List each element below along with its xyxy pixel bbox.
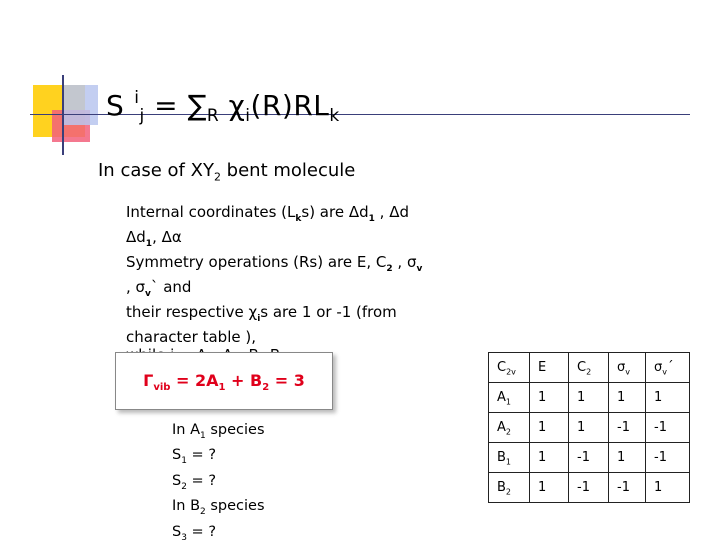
table-cell: -1 [646, 443, 690, 473]
gamma-vib-equation: $\Gamma_{vib} = 2A_1 + B_2 = 3$ [143, 371, 305, 394]
table-row [489, 443, 690, 473]
table-cell: 1 [530, 383, 569, 413]
table-cell: $A_1$ [489, 383, 530, 413]
table-cell: 1 [569, 413, 609, 443]
slide-title: S $^i_j = \sum_R$ $\chi_i(R)RL_k$ [106, 88, 340, 126]
table-cell: -1 [569, 443, 609, 473]
table-header-cell: $\sigma_v$ [609, 353, 646, 383]
character-table [488, 352, 690, 503]
table-cell: 1 [569, 383, 609, 413]
table-cell: 1 [646, 383, 690, 413]
table-cell: -1 [569, 473, 609, 503]
table-row [489, 413, 690, 443]
decor-vertical-line [62, 75, 64, 155]
table-cell: $B_1$ [489, 443, 530, 473]
gamma-vib-box [115, 352, 333, 410]
coords-line: their respective $\chi_is$ are 1 or -1 (from [126, 303, 397, 324]
table-header-cell: $\sigma_v´$ [646, 353, 690, 383]
coords-line: Internal coordinates $(L_ks)$ are $\Delta d_1$ , Δd [126, 203, 409, 224]
table-cell: 1 [530, 473, 569, 503]
coords-line: character table ), [126, 328, 256, 346]
species-line: $S_2$ = ? [172, 472, 217, 492]
species-line: In $B_2$ species [172, 498, 265, 518]
table-cell: 1 [530, 413, 569, 443]
table-cell: 1 [609, 383, 646, 413]
coords-line: Symmetry operations (Rs) are E, $C_2$ , $\sigma_v$ [126, 253, 423, 274]
species-list [172, 421, 265, 548]
table-cell: 1 [609, 443, 646, 473]
species-line: In $A_1$ species [172, 422, 265, 441]
table-cell: -1 [609, 413, 646, 443]
table-row [489, 473, 690, 503]
table-cell: $B_2$ [489, 473, 530, 503]
decor-blue-square [62, 85, 98, 125]
coords-line: $\Delta d_1$, Δα [126, 228, 182, 249]
molecule-heading: In case of $XY_2$ bent molecule [98, 160, 356, 184]
species-line: $S_1$ = ? [172, 447, 217, 467]
table-header-cell: $C_2$ [569, 353, 609, 383]
table-header-row [489, 353, 690, 383]
table-cell: -1 [646, 413, 690, 443]
coordinates-description [126, 203, 456, 371]
table-header-cell: E [530, 353, 569, 383]
table-header-cell: $C_{2v}$ [489, 353, 530, 383]
table-cell: 1 [646, 473, 690, 503]
table-cell: $A_2$ [489, 413, 530, 443]
coords-line: , $\sigma_v`$ and [126, 278, 192, 299]
species-line: $S_3$ = ? [172, 523, 217, 543]
table-cell: -1 [609, 473, 646, 503]
table-row [489, 383, 690, 413]
table-cell: 1 [530, 443, 569, 473]
